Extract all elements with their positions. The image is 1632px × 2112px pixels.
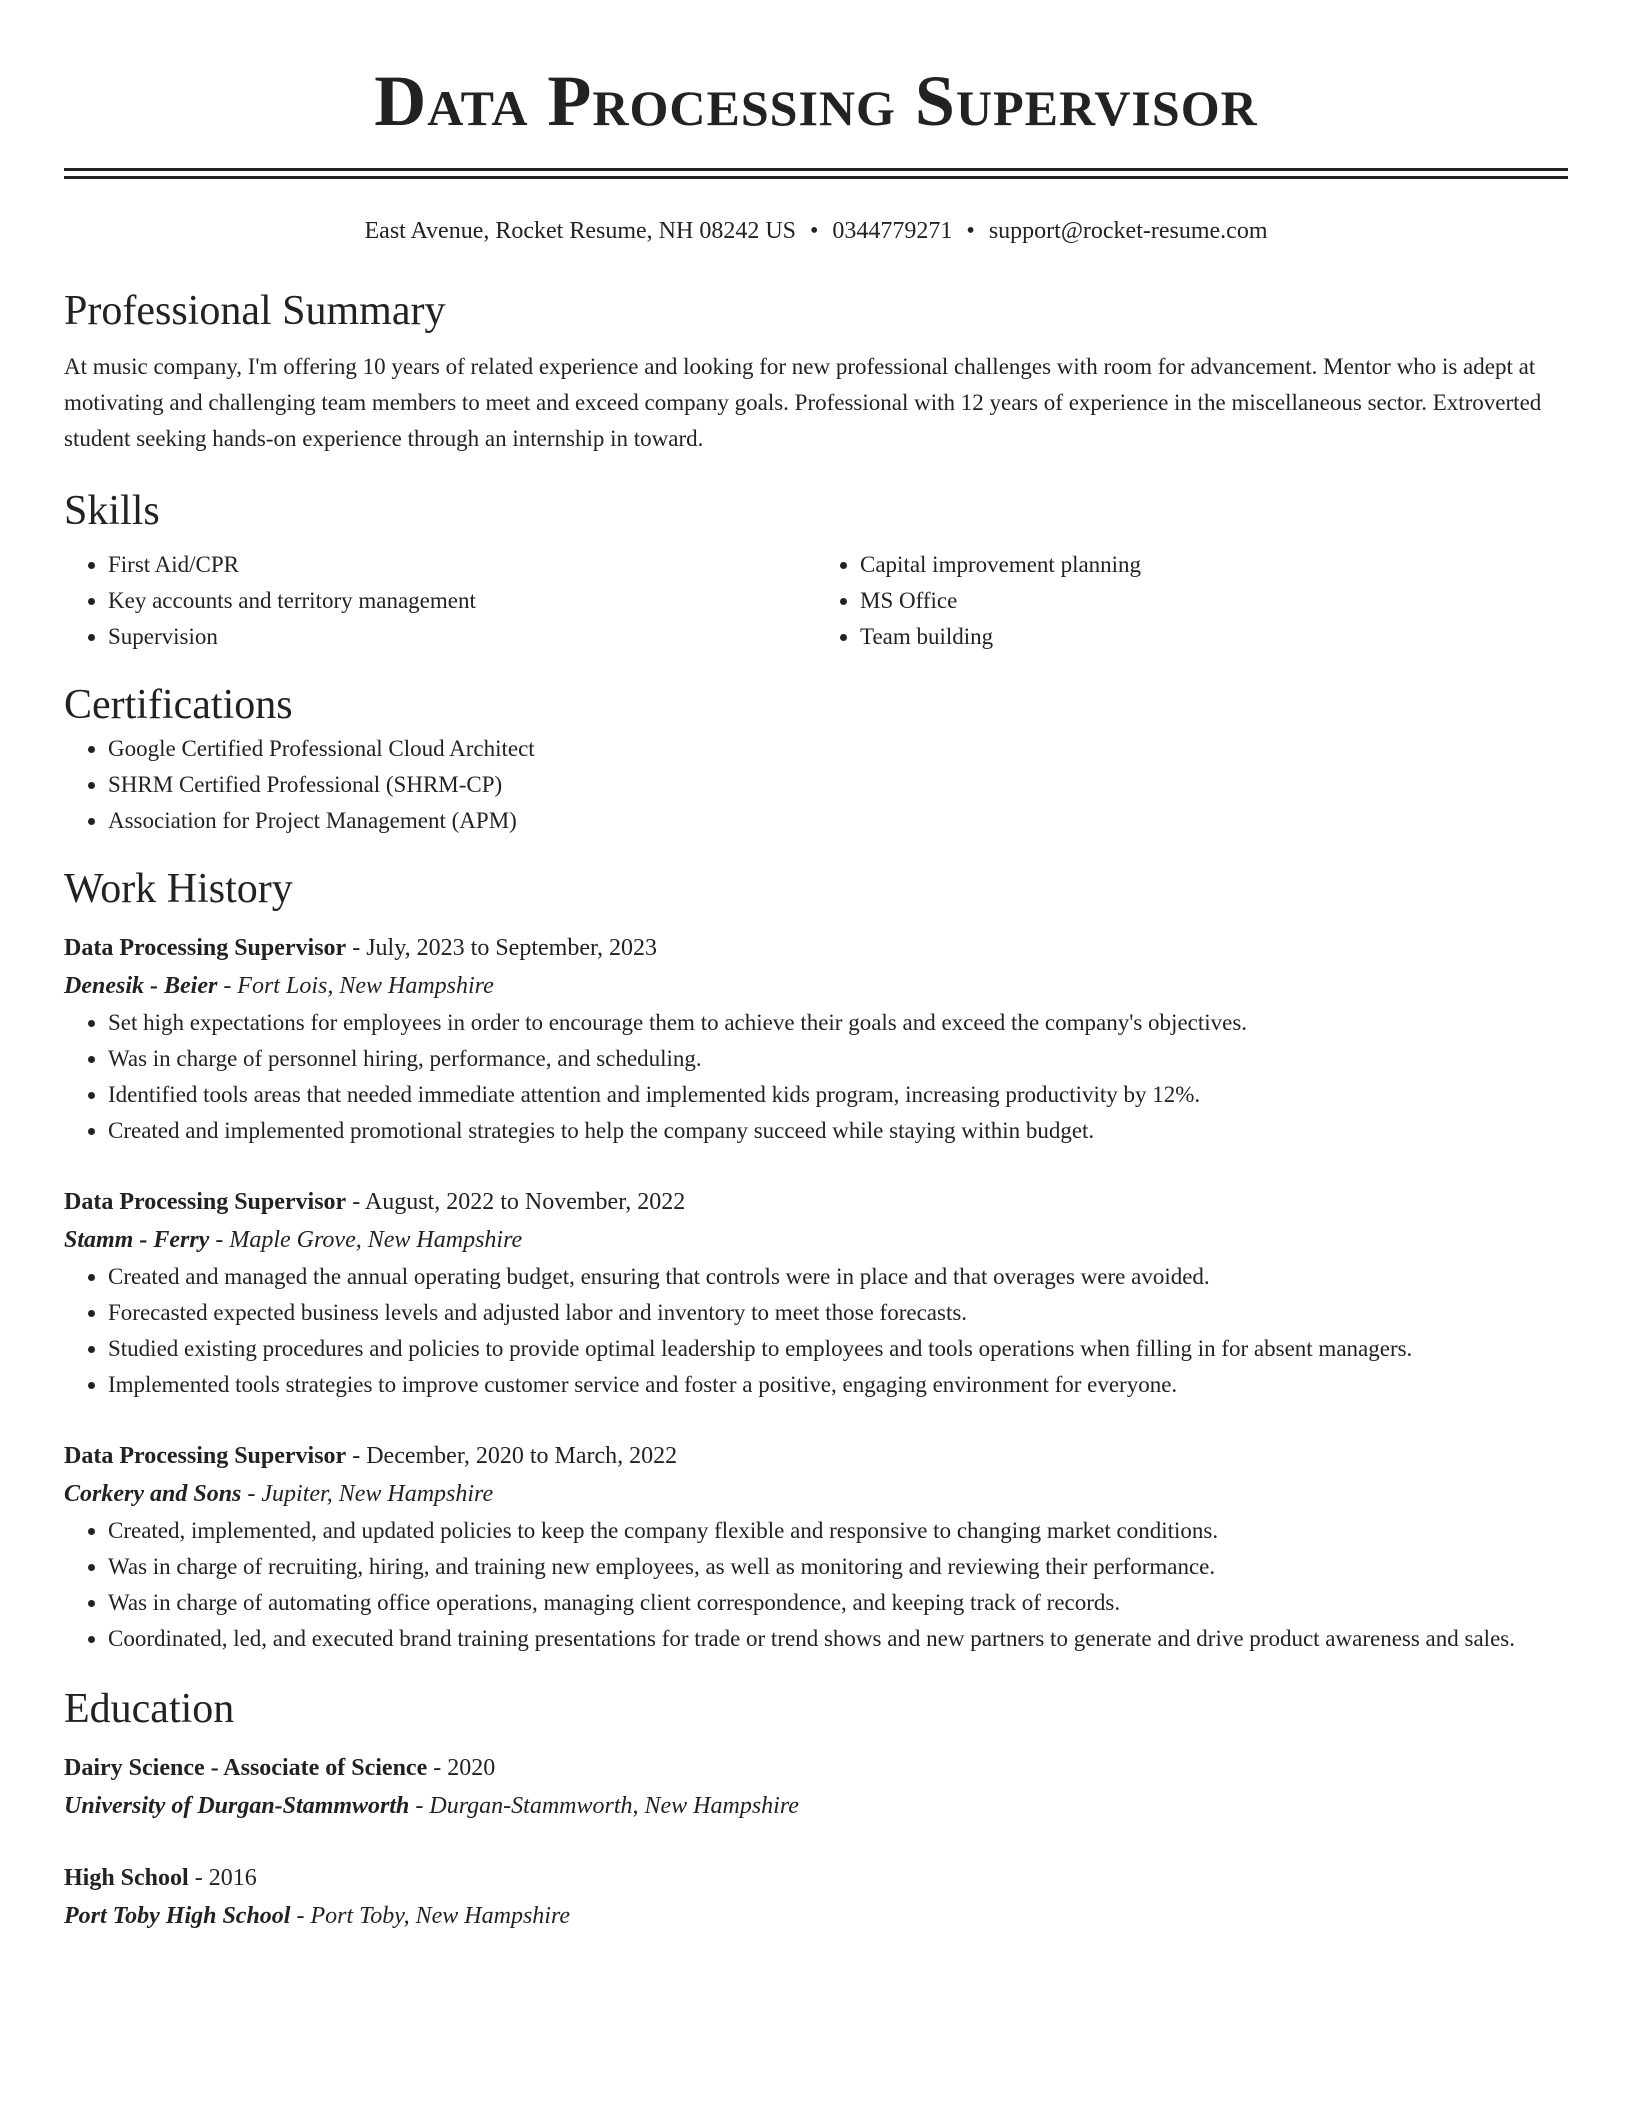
job-location: - Jupiter, New Hampshire xyxy=(241,1481,494,1507)
education-school-line xyxy=(64,1897,1568,1935)
job-dates: - December, 2020 to March, 2022 xyxy=(346,1443,678,1469)
education-degree-line xyxy=(64,1749,1568,1787)
skill-item: • Key accounts and territory management xyxy=(108,583,816,619)
job-bullets xyxy=(64,1005,1568,1149)
contact-separator: • xyxy=(810,218,819,244)
certification-item: • Association for Project Management (APM) xyxy=(108,803,1568,839)
job-bullets xyxy=(64,1513,1568,1657)
education-school-line xyxy=(64,1787,1568,1825)
skill-item: • Supervision xyxy=(108,619,816,655)
skills-heading: Skills xyxy=(64,488,160,534)
education-year: - 2016 xyxy=(188,1865,257,1891)
job-bullet: • Created and managed the annual operating budget, ensuring that controls were in place and that overages were avoided. xyxy=(108,1259,1568,1295)
certifications-list xyxy=(64,731,1568,839)
job-company: Denesik - Beier xyxy=(64,973,218,999)
skills-list-left xyxy=(64,547,816,655)
skill-item: • Team building xyxy=(860,619,1568,655)
skill-item: • First Aid/CPR xyxy=(108,547,816,583)
skills-list-right xyxy=(816,547,1568,655)
job-bullet: • Was in charge of personnel hiring, performance, and scheduling. xyxy=(108,1041,1568,1077)
job-location: - Maple Grove, New Hampshire xyxy=(209,1227,523,1253)
job-dates: - July, 2023 to September, 2023 xyxy=(346,935,657,961)
job-bullet: • Was in charge of recruiting, hiring, and training new employees, as well as monitoring and reviewing their performance. xyxy=(108,1549,1568,1585)
job-role: Data Processing Supervisor xyxy=(64,935,347,961)
skills-grid xyxy=(64,547,1568,655)
job-company: Corkery and Sons xyxy=(64,1481,242,1507)
skill-item: • Capital improvement planning xyxy=(860,547,1568,583)
skill-item: • MS Office xyxy=(860,583,1568,619)
contact-email: support@rocket-resume.com xyxy=(988,218,1268,244)
job-bullet: • Created, implemented, and updated policies to keep the company flexible and responsive to changing market conditions. xyxy=(108,1513,1568,1549)
job-company: Stamm - Ferry xyxy=(64,1227,210,1253)
education-entry xyxy=(64,1859,1568,1935)
education-entry xyxy=(64,1749,1568,1825)
job-company-line xyxy=(64,1221,1568,1259)
job-bullet: • Set high expectations for employees in order to encourage them to achieve their goals and exceed the company's objectives. xyxy=(108,1005,1568,1041)
job-entry xyxy=(64,1183,1568,1403)
header-double-rule xyxy=(64,168,1568,179)
summary-heading: Professional Summary xyxy=(64,288,446,334)
job-entry xyxy=(64,929,1568,1149)
job-bullet: • Studied existing procedures and policies to provide optimal leadership to employees and tools operations when filling in for absent managers. xyxy=(108,1331,1568,1367)
contact-address: East Avenue, Rocket Resume, NH 08242 US xyxy=(364,218,796,244)
job-bullet: • Implemented tools strategies to improve customer service and foster a positive, engaging environment for everyone. xyxy=(108,1367,1568,1403)
education-location: - Port Toby, New Hampshire xyxy=(290,1903,571,1929)
education-school: University of Durgan-Stammworth xyxy=(64,1793,410,1819)
job-bullet: • Forecasted expected business levels and adjusted labor and inventory to meet those forecasts. xyxy=(108,1295,1568,1331)
contact-line xyxy=(64,215,1568,247)
job-dates: - August, 2022 to November, 2022 xyxy=(346,1189,686,1215)
education-degree: High School xyxy=(64,1865,189,1891)
certifications-heading: Certifications xyxy=(64,682,293,728)
education-degree: Dairy Science - Associate of Science xyxy=(64,1755,428,1781)
work-history-heading: Work History xyxy=(64,866,293,912)
job-bullet: • Created and implemented promotional strategies to help the company succeed while staying within budget. xyxy=(108,1113,1568,1149)
job-company-line xyxy=(64,1475,1568,1513)
job-location: - Fort Lois, New Hampshire xyxy=(217,973,494,999)
job-bullet: • Identified tools areas that needed immediate attention and implemented kids program, increasing productivity by 12%. xyxy=(108,1077,1568,1113)
job-title-line xyxy=(64,929,1568,967)
job-role: Data Processing Supervisor xyxy=(64,1189,347,1215)
certification-item: • SHRM Certified Professional (SHRM-CP) xyxy=(108,767,1568,803)
certification-item: • Google Certified Professional Cloud Architect xyxy=(108,731,1568,767)
summary-text: At music company, I'm offering 10 years of related experience and looking for new professional challenges with room for advancement. Mentor who is adept at motivating and challenging team members to meet and exceed company goals. Professional with 12 years of experience in the miscellaneous sector. Extroverted student seeking hands-on experience through an internship in toward. xyxy=(64,354,1542,451)
contact-phone: 0344779271 xyxy=(832,218,953,244)
job-company-line xyxy=(64,967,1568,1005)
job-bullet: • Was in charge of automating office operations, managing client correspondence, and keeping track of records. xyxy=(108,1585,1568,1621)
contact-separator: • xyxy=(966,218,975,244)
education-location: - Durgan-Stammworth, New Hampshire xyxy=(409,1793,799,1819)
resume-name: Data Processing Supervisor xyxy=(374,61,1258,141)
education-degree-line xyxy=(64,1859,1568,1897)
job-role: Data Processing Supervisor xyxy=(64,1443,347,1469)
job-bullets xyxy=(64,1259,1568,1403)
job-title-line xyxy=(64,1437,1568,1475)
job-bullet: • Coordinated, led, and executed brand training presentations for trade or trend shows and new partners to generate and drive product awareness and sales. xyxy=(108,1621,1568,1657)
job-entry xyxy=(64,1437,1568,1657)
job-title-line xyxy=(64,1183,1568,1221)
education-school: Port Toby High School xyxy=(64,1903,291,1929)
education-heading: Education xyxy=(64,1686,235,1732)
education-year: - 2020 xyxy=(427,1755,496,1781)
